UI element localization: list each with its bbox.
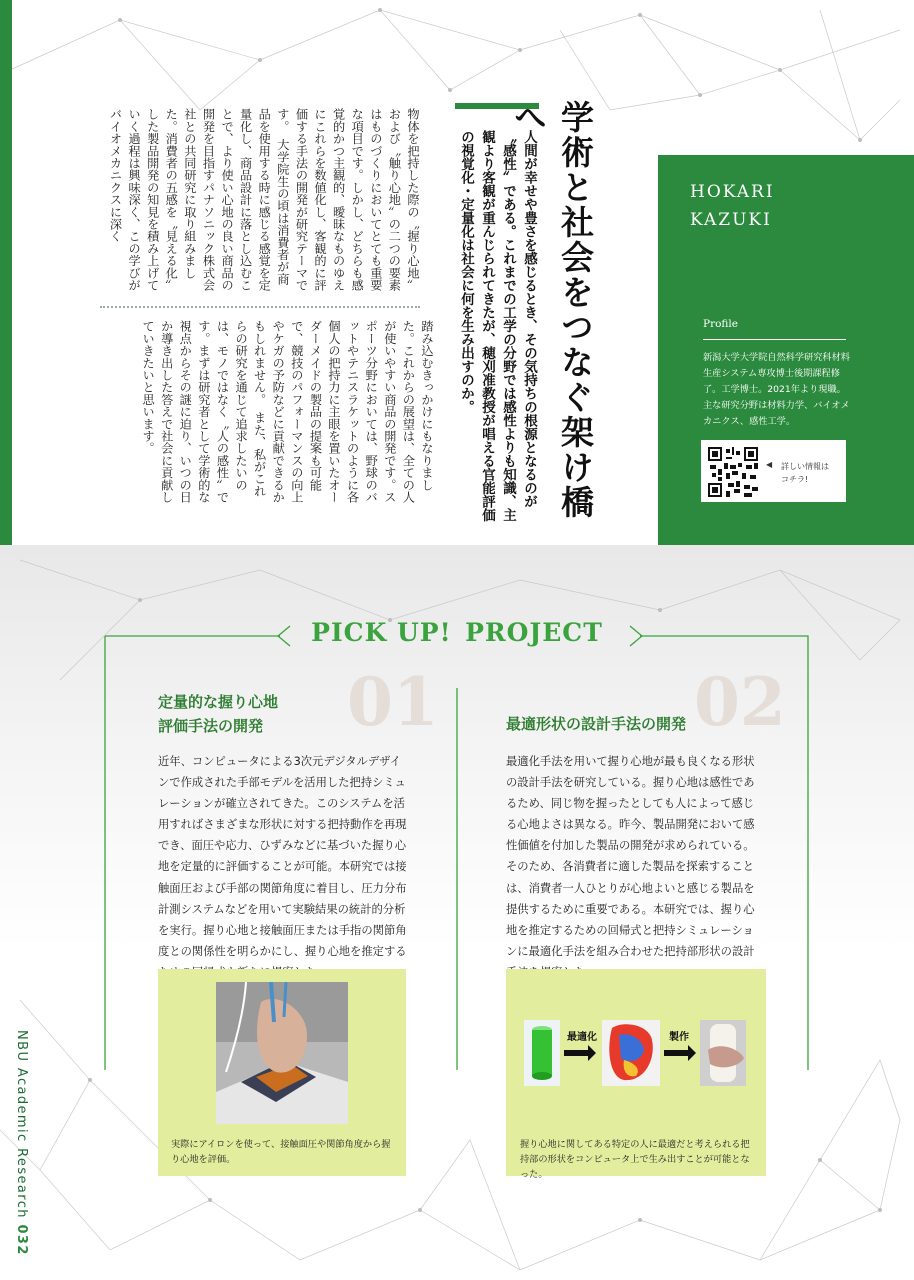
article-body-lower: 踏み込むきっかけにもなりました。これからの展望は、全ての人が使いやすい商品の開発です。スポーツ分野においては、野球のバットやテニスラケットのように各個人の把持力に主眼を置いたオーダーメイドの製品の提案も可能で、競技のパフォーマンスの向上やケガの予防などに貢献できるかもしれません。 また、私がこれらの研究を通じて追求したいのは、モノではなく〝人の感性〟です。まずは研究者として学術的な視点からその謎に迫り、いつの日か導き出した答えで社会に貢献していきたいと思います。 (141, 320, 434, 503)
article-headline: 学術と社会をつなぐ架け橋へ (509, 100, 595, 520)
project-01-title (158, 690, 358, 738)
left-accent-bar (0, 0, 12, 545)
qr-pointer-icon: ◀ (766, 460, 773, 469)
project-02-title: 最適形状の設計手法の開発 (506, 715, 687, 733)
author-name (690, 178, 775, 234)
author-name-line2: KAZUKI (690, 210, 772, 230)
qr-code-icon[interactable] (708, 447, 758, 497)
project-02-text: 最適化手法を用いて握り心地が最も良くなる形状の設計手法を研究している。握り心地は感性であるため、同じ物を握ったとしても人によって感じる心地よさは異なる。昨今、製品開発において感性価値を付加した製品の開発が求められている。そのため、各消費者に適した製品を探索することは、消費者一人ひとりが心地よいと感じる製品を提供するために重要である。本研究では、握り心地を推定するための回帰式と把持シミュレーションに最適化手法を組み合わせた把持部形状の設計 (506, 755, 755, 958)
qr-link-text-line2: コチラ! (781, 475, 809, 484)
qr-link-text-line1: 詳しい情報は (781, 462, 829, 471)
project-01-title-line1: 定量的な握り心地 (158, 693, 279, 711)
publication-footer (14, 1030, 29, 1256)
optimization-process-diagram (524, 1020, 746, 1086)
page-number: 032 (14, 1224, 29, 1256)
publication-name: NBU Academic Research (14, 1030, 29, 1219)
profile-label: Profile (703, 318, 738, 330)
profile-divider (703, 339, 846, 340)
project-number-01: 01 (347, 663, 439, 741)
project-01-caption: 実際にアイロンを使って、接触面圧や関節角度から握り心地を評価。 (171, 1139, 391, 1165)
diagram-label-optimization: 最適化 (567, 1032, 597, 1043)
diagram-label-fabrication: 製作 (669, 1032, 689, 1043)
project-01-title-line2: 評価手法の開発 (158, 717, 264, 735)
author-name-line1: HOKARI (690, 182, 775, 202)
profile-text: 新潟大学大学院自然科学研究科材料生産システム専攻博士後期課程修了。工学博士。2021年より現職。主な研究分野は材料力学、バイオメカニクス、感性工学。 (703, 352, 850, 427)
article-lead: 人間が幸せや豊さを感じるとき、その気持ちの根源となるのが〝感性〟である。これまでの工学の分野では感性よりも知識、主観より客観が重んじられてきたが、穂刈准教授が唱える官能評価の視覚化・定量化は社会に何を生み出すのか。 (458, 130, 537, 522)
qr-link-text[interactable] (781, 460, 829, 486)
project-02-caption: 握り心地に関してある特定の人に最適だと考えられる把持部の形状をコンピュータ上で生み出すことが可能となった。 (520, 1139, 750, 1180)
article-body-upper: 物体を把持した際の〝握り心地〟および〝触り心地〟の二つの要素はものづくりにおいてとても重要な項目です。しかし、どちらも感覚的かつ主観的、曖昧なものゆえにこれらを数値化し、客観的に評価する手法の開発が研究テーマです。 大学院生の頃は消費者が商品を使用する時に感じる感覚を定量化し、商品設計に落とし込むことで、より使い心地の良い商品の開発を目指すパナソニック株式会社との共同研究に取り組みました。消費者の五感を〝見える化〟した製品開発の知見を積み上げていく過程は興味深く、この学びがバイオメカニクスに深く (108, 108, 420, 291)
iron-grip-experiment-photo (216, 982, 348, 1124)
column-separator (100, 306, 420, 308)
project-number-02: 02 (694, 663, 786, 741)
project-01-text: 近年、コンピュータによる3次元デジタルデザインで作成された手部モデルを活用した把持シミュレーションが確立されてきた。このシステムを活用すればさまざまな形状に対する把持動作を再現でき、面圧や応力、ひずみなどに基づいた握り心地を定量的に評価することが可能。本研究では接触面圧および手部の関節角度に着目し、圧力分布計測システムなどを用いて実験結果の統計的分析を実行。握り心地と接触面圧または手指の関節角度との関係性を明らかにし、握り心地を推定する (158, 755, 407, 958)
pickup-project-title: PICK UP! PROJECT (311, 618, 603, 647)
